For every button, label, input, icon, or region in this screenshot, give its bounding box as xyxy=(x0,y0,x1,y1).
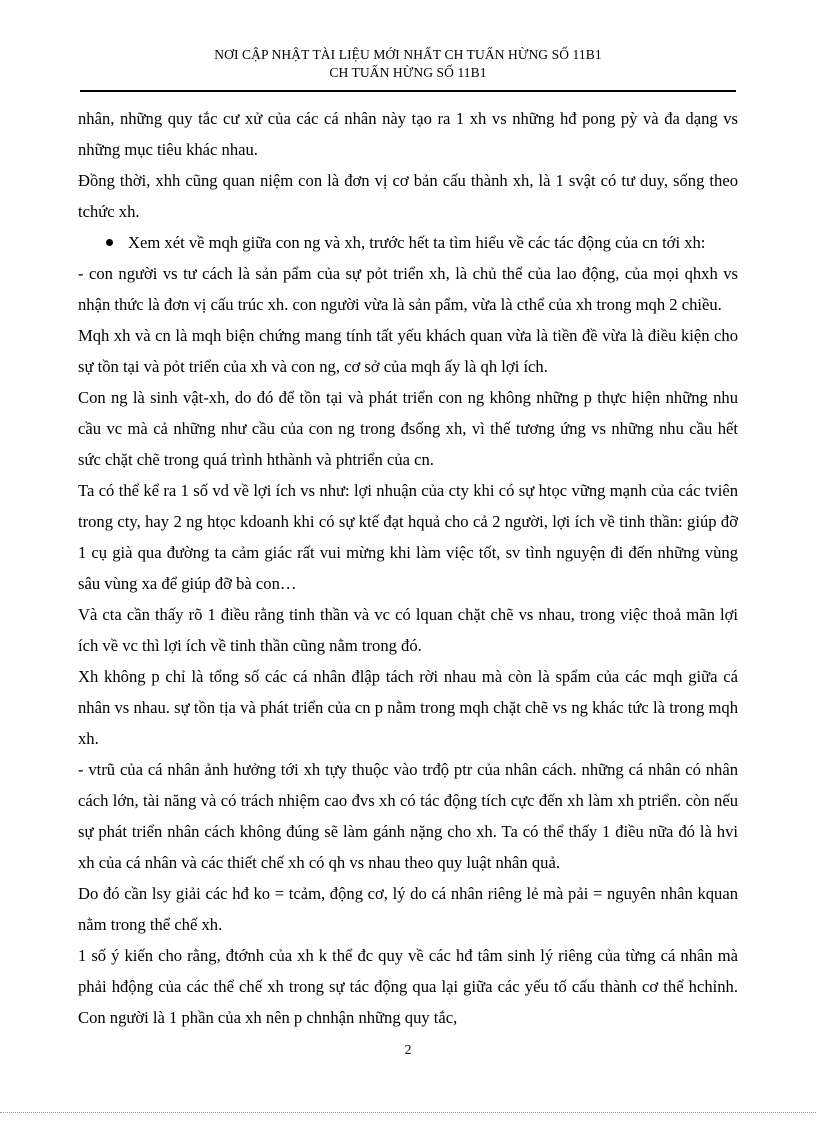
header-line-1: NƠI CẬP NHẬT TÀI LIỆU MỚI NHẤT CH TUẤN HỪNG SỐ 11B1 xyxy=(214,47,602,62)
paragraph: Mqh xh và cn là mqh biện chứng mang tính tất yếu khách quan vừa là tiền đề vừa là điều kiện cho sự tồn tại và pỏt triển của xh và con ng, cơ sở của mqh ấy là qh lợi ích. xyxy=(78,326,738,376)
paragraph: Con ng là sinh vật-xh, do đó để tồn tại và phát triển con ng không những p thực hiện những nhu cầu vc mà cả những như cầu của con ng trong đsống xh, vì thế tương ứng vs những nhu cầu hết sức chặt chẽ trong quá trình hthành và phtriển của cn. xyxy=(78,388,738,469)
page-header xyxy=(80,46,736,82)
paragraph: Đồng thời, xhh cũng quan niệm con là đơn vị cơ bản cấu thành xh, là 1 svật có tư duy, sống theo tchức xh. xyxy=(78,171,738,221)
paragraph: 1 số ý kiến cho rằng, đtớnh của xh k thể đc quy về các hđ tâm sinh lý riêng của từng cá nhân mà phải hđộng của các thể chế xh trong sự tác động qua lại giữa các yếu tố cấu thành cơ thể hchỉnh. Con người là 1 phần của xh nên p chnhận những quy tắc, xyxy=(78,946,738,1027)
paragraph: Xh không p chỉ là tổng số các cá nhân đlập tách rời nhau mà còn là spẩm của các mqh giữa cá nhân vs nhau. sự tồn tịa và phát triển của cn p nằm trong mqh chặt chẽ vs ng khác tức là trong mqh xh. xyxy=(78,667,738,748)
paragraph: Ta có thể kể ra 1 số vd về lợi ích vs như: lợi nhuận của cty khi có sự htọc vững mạnh của các tviên trong cty, hay 2 ng htọc kdoanh khi có sự ktế đạt hquả cho cả 2 người, lợi ích về tinh thần: giúp đỡ 1 cụ già qua đường ta cảm giác rất vui mừng khi làm việc tốt, sv tình nguyện đi đến những vùng sâu vùng xa để giúp đỡ bà con… xyxy=(78,481,738,593)
paragraph: - con người vs tư cách là sản pẩm của sự pỏt triển xh, là chủ thể của lao động, của mọi qhxh vs nhận thức là đơn vị cấu trúc xh. con người vừa là sản pẩm, vừa là cthể của xh trong mqh 2 chiều. xyxy=(78,264,738,314)
paragraph: - vtrũ của cá nhân ảnh hưởng tới xh tựy thuộc vào trđộ ptr của nhân cách. những cá nhân có nhân cách lớn, tài năng và có trách nhiệm cao đvs xh có tác động tích cực đến xh làm xh ptriển. còn nếu sự phát triển nhân cách không đúng sẽ làm gánh nặng cho xh. Ta có thể thấy 1 điều nữa đó là hvi xh của cá nhân và các thiết chế xh có qh vs nhau theo quy luật nhân quả. xyxy=(78,760,738,872)
footer-divider xyxy=(0,1112,816,1113)
header-line-2: CH TUẤN HỪNG SỐ 11B1 xyxy=(329,65,487,80)
bullet-paragraph xyxy=(78,227,738,258)
paragraph: Do đó cần lsy giải các hđ ko = tcảm, động cơ, lý do cá nhân riêng lẻ mà pải = nguyên nhân kquan nằm trong thể chế xh. xyxy=(78,884,738,934)
header-divider xyxy=(80,90,736,92)
body-text xyxy=(78,103,738,1033)
paragraph: nhân, những quy tắc cư xử của các cá nhân này tạo ra 1 xh vs những hđ pong pỳ và đa dạng vs những mục tiêu khác nhau. xyxy=(78,109,738,159)
bullet-icon xyxy=(106,239,113,246)
paragraph: Và cta cần thấy rõ 1 điều rằng tinh thần và vc có lquan chặt chẽ vs nhau, trong việc thoả mãn lợi ích về vc thì lợi ích về tinh thần cũng nằm trong đó. xyxy=(78,605,738,655)
bullet-text: Xem xét về mqh giữa con ng và xh, trước hết ta tìm hiểu về các tác động của cn tới xh: xyxy=(128,233,706,252)
page-number: 2 xyxy=(404,1043,412,1058)
